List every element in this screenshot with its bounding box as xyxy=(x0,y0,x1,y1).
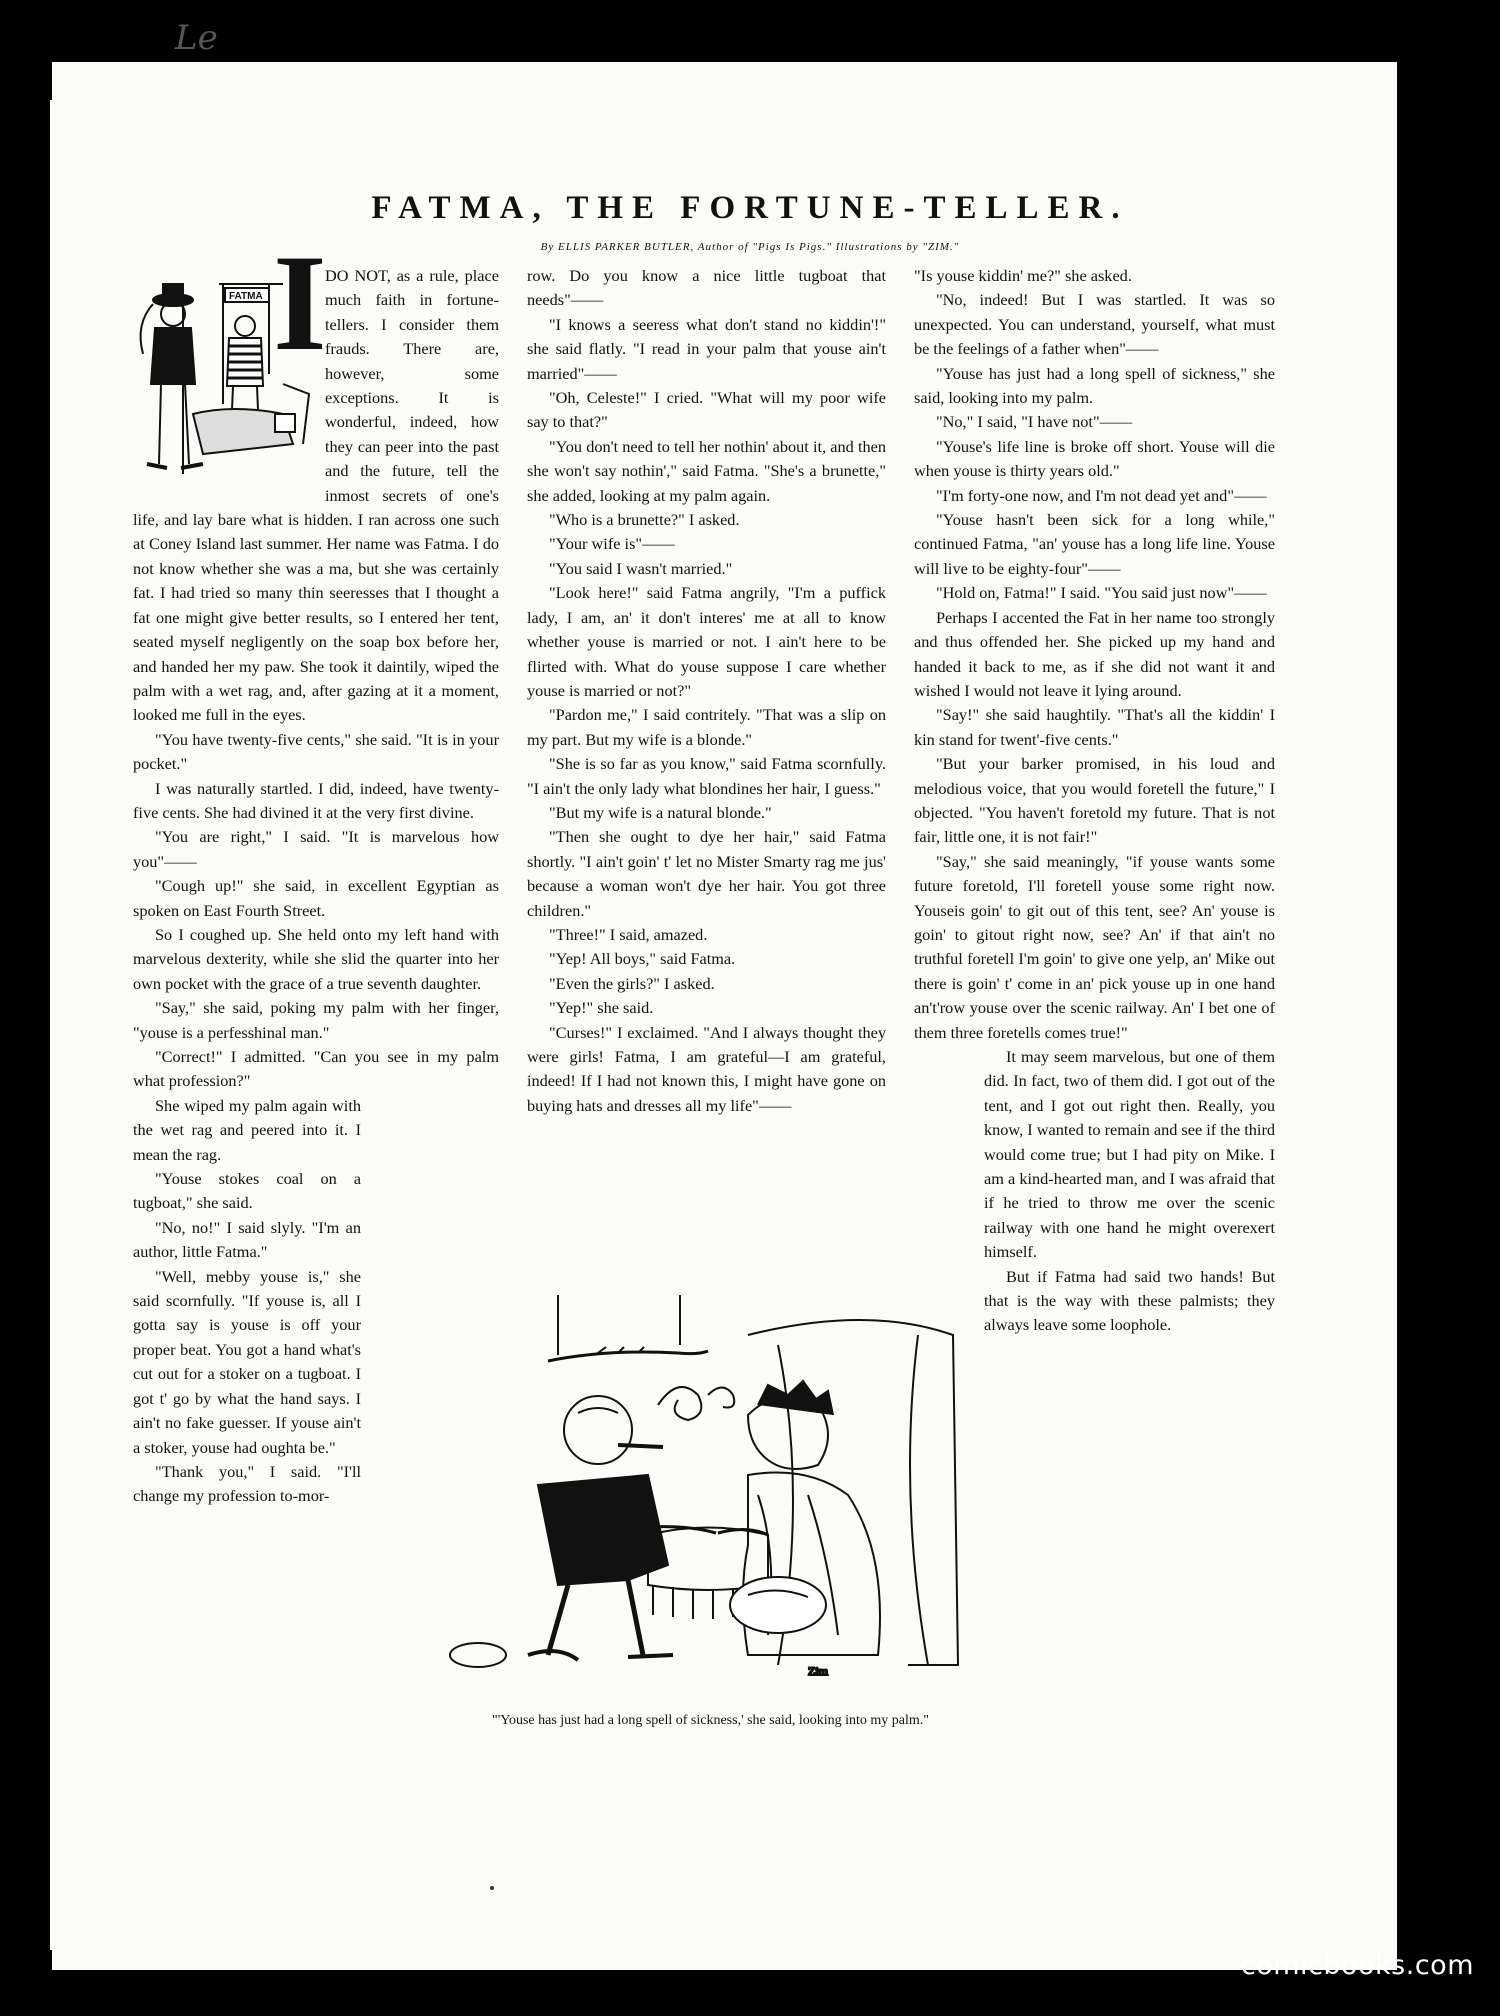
paragraph: "Is youse kiddin' me?" she asked. xyxy=(914,266,1132,285)
paragraph: "No, no!" I said slyly. "I'm an author, little Fatma." xyxy=(133,1217,361,1262)
text-column-3 xyxy=(914,264,1275,1455)
paragraph: "Your wife is"—— xyxy=(549,534,675,554)
paragraph: "Look here!" said Fatma angrily, "I'm a puffick lady, I am, an' it don't interes' me at all to know whether youse is married or not. I ain't here to be flirted with. What do youse suppose I care whether youse is married or not?" xyxy=(527,583,886,700)
paragraph: "I'm forty-one now, and I'm not dead yet and"—— xyxy=(936,485,1267,505)
paragraph: "Curses!" I exclaimed. "And I always thought they were girls! Fatma, I am grateful—I am grateful, indeed! If I had not known this, I might have gone on buying hats and dresses all my life"—— xyxy=(527,1022,886,1115)
paragraph: "Who is a brunette?" I asked. xyxy=(549,510,740,530)
page-edge xyxy=(50,100,54,1950)
paragraph: It may seem marvelous, but one of them did. In fact, two of them did. I got out of the tent, and I got out right then. Really, you know, I wanted to remain and see if the third would come true; but I had pity on Mike. I am a kind-hearted man, and I was afraid that if he tried to throw me over the scenic railway with one hand he might overexert himself. xyxy=(984,1047,1276,1262)
svg-text:Zim: Zim xyxy=(808,1664,828,1678)
paragraph: So I coughed up. She held onto my left hand with marvelous dexterity, while she slid the quarter into her own pocket with the grace of a true seventh daughter. xyxy=(133,924,499,993)
paragraph: "Youse hasn't been sick for a long while," continued Fatma, "an' youse has a long life line. Youse will live to be eighty-four"—— xyxy=(914,510,1275,578)
paragraph: I was naturally startled. I did, indeed, have twenty-five cents. She had divined it at the very first divine. xyxy=(133,778,499,822)
paragraph: "Yep!" she said. xyxy=(549,998,654,1018)
paragraph: "Hold on, Fatma!" I said. "You said just now"—— xyxy=(936,583,1267,603)
paragraph: "Cough up!" she said, in excellent Egyptian as spoken on East Fourth Street. xyxy=(133,876,499,920)
paragraph: "Even the girls?" I asked. xyxy=(549,973,715,993)
palm-reading-drawing xyxy=(448,1295,973,1685)
paragraph: DO NOT, as a rule, place much faith in fortune-tellers. I consider them frauds. There are, however, some exceptions. It is wonderful, indeed, how they can peer into the past and the future, tell the inmost secrets of one's life, and lay bare what is hidden. I ran across one such at Coney Island last summer. Her name was Fatma. I do not know whether she was a ma, but she was certainly fat. I had tried so many thin seeresses that I thought a fat one might give better results, so I entered her tent, seated myself negligently on the soap box before her, and handed her my paw. She took it daintily, wiped the palm with a wet rag, and, after gazing at it a moment, looked me full in the eyes. xyxy=(133,266,499,725)
paragraph: "Then she ought to dye her hair," said Fatma shortly. "I ain't goin' t' let no Mister Smarty rag me jus' because a woman won't dye her hair. You got three children." xyxy=(527,827,886,920)
paragraph: "Say," she said meaningly, "if youse wants some future foretold, I'll foretell youse some right now. Youseis goin' to git out of this tent, see? An' youse is goin' to gitout right now, see? An' if that ain't no truthful foretell I'm goin' to give one yelp, an' Mike out there is goin' t' come in an' pick youse up in one hand an't'row youse over the scenic railway. An' I bet one of them three foretells comes true!" xyxy=(914,851,1275,1042)
paragraph: "Yep! All boys," said Fatma. xyxy=(549,949,736,969)
paragraph: But if Fatma had said two hands! But that is the way with these palmists; they always leave some loophole. xyxy=(984,1266,1275,1335)
illustration-caption: "'Youse has just had a long spell of sickness,' she said, looking into my palm." xyxy=(492,1713,929,1728)
article-byline: By ELLIS PARKER BUTLER, Author of "Pigs Is Pigs." Illustrations by "ZIM." xyxy=(540,241,960,253)
paragraph: "Say!" she said haughtily. "That's all the kiddin' I kin stand for twent'-five cents." xyxy=(914,705,1275,749)
paragraph: "But my wife is a natural blonde." xyxy=(549,802,772,822)
site-watermark: comicbooks.com xyxy=(1240,1950,1474,1981)
paragraph: "You have twenty-five cents," she said. "It is in your pocket." xyxy=(133,729,499,774)
page-mark xyxy=(490,1886,494,1890)
palm-reading-illustration xyxy=(448,1295,973,1685)
paragraph: "You said I wasn't married." xyxy=(549,558,733,578)
paragraph: "Thank you," I said. "I'll change my profession to-mor- xyxy=(133,1461,361,1506)
paragraph: She wiped my palm again with the wet rag and peered into it. I mean the rag. xyxy=(133,1095,361,1164)
paragraph: "Well, mebby youse is," she said scornfully. "If youse is, all I gotta say is youse is off your proper beat. You got a hand what's cut out for a stoker on a tugboat. I got t' go by what the hand says. I ain't no fake guesser. If youse ain't a stoker, youse had oughta be." xyxy=(133,1266,361,1457)
fatma-sign-text: FATMA xyxy=(229,291,263,302)
text-column-2 xyxy=(527,264,886,1118)
paragraph: "Say," she said, poking my palm with her finger, "youse is a perfesshinal man." xyxy=(133,998,499,1042)
handwritten-margin-note: Le xyxy=(175,18,218,58)
paragraph: "You don't need to tell her nothin' about it, and then she won't say nothin'," said Fatma. "She's a brunette," she added, looking at my palm again. xyxy=(527,436,886,505)
paragraph: "Pardon me," I said contritely. "That was a slip on my part. But my wife is a blonde." xyxy=(527,705,886,749)
paragraph: "She is so far as you know," said Fatma scornfully. "I ain't the only lady what blondines her hair, I guess." xyxy=(527,754,886,798)
paragraph: "Youse's life line is broke off short. Youse will die when youse is thirty years old." xyxy=(914,436,1275,481)
paragraph: "You are right," I said. "It is marvelous how you"—— xyxy=(133,827,499,871)
paragraph: Perhaps I accented the Fat in her name too strongly and thus offended her. She picked up my hand and handed it back to me, as if she did not want it and wished I would not leave it lying around. xyxy=(914,607,1275,700)
paragraph: "No," I said, "I have not"—— xyxy=(936,412,1133,432)
text-column-1 xyxy=(133,226,499,1564)
paragraph: row. Do you know a nice little tugboat that needs"—— xyxy=(527,266,886,310)
paragraph: "Three!" I said, amazed. xyxy=(549,924,708,944)
paragraph: "But your barker promised, in his loud and melodious voice, that you would foretell the future," I objected. "You haven't foretold my future. That is not fair, little one, it is not fair!" xyxy=(914,754,1275,847)
paragraph: "Oh, Celeste!" I cried. "What will my poor wife say to that?" xyxy=(527,388,886,432)
drop-cap: I xyxy=(273,226,327,379)
paragraph: "I knows a seeress what don't stand no kiddin'!" she said flatly. "I read in your palm that youse ain't married"—— xyxy=(527,314,886,383)
paragraph: "Youse has just had a long spell of sickness," she said, looking into my palm. xyxy=(914,363,1275,408)
article-title: FATMA, THE FORTUNE-TELLER. xyxy=(371,190,1129,226)
paragraph: "Correct!" I admitted. "Can you see in my palm what profession?" xyxy=(133,1047,499,1091)
paragraph: "No, indeed! But I was startled. It was so unexpected. You can understand, yourself, what must be the feelings of a father when"—— xyxy=(914,290,1275,359)
paragraph: "Youse stokes coal on a tugboat," she said. xyxy=(133,1169,361,1213)
